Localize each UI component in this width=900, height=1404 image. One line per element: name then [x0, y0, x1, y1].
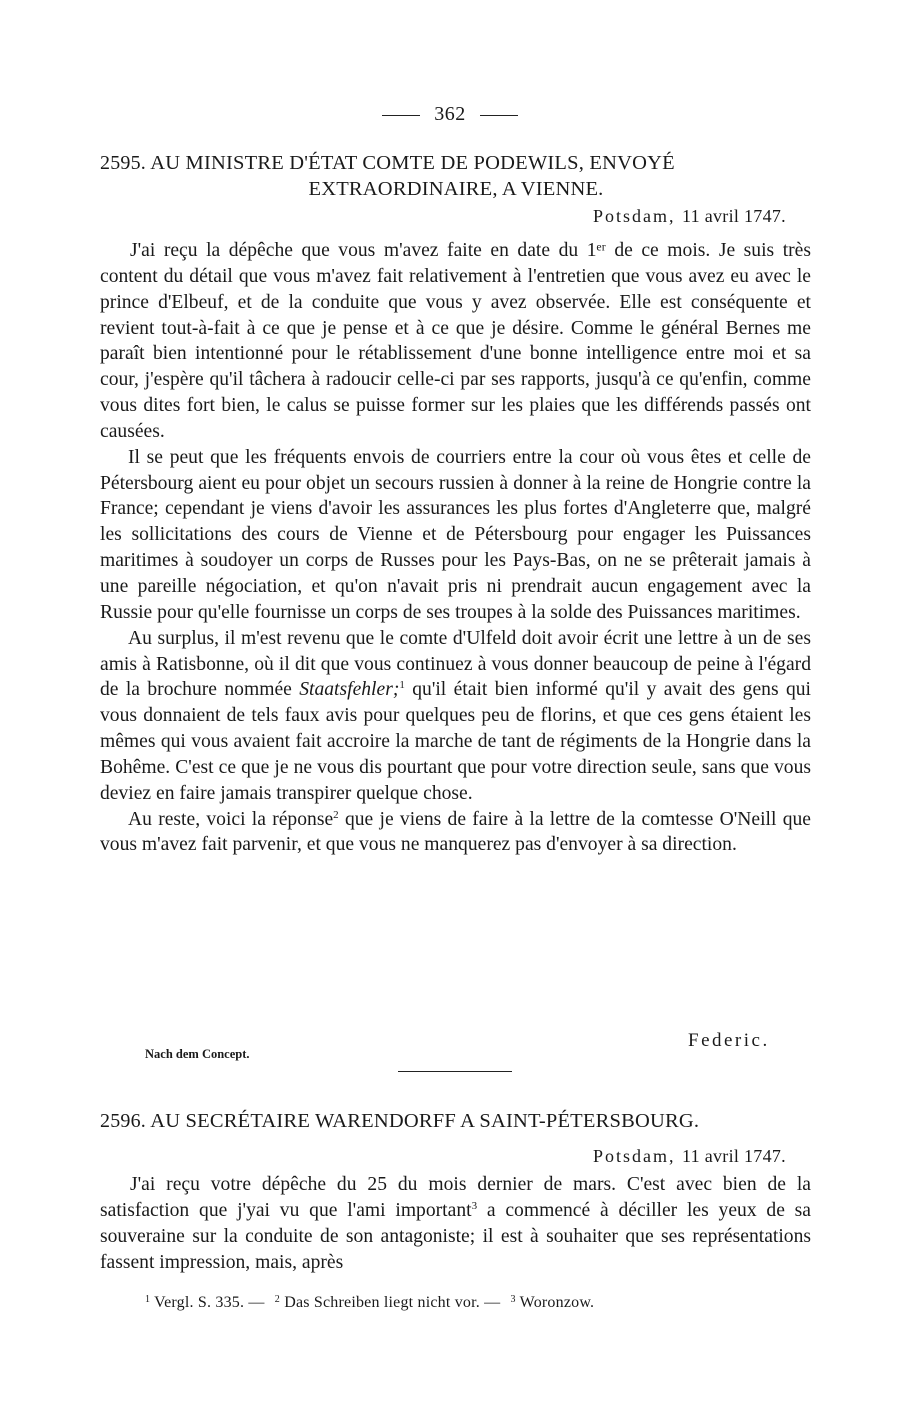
footnote-ref-2: 2: [333, 808, 339, 821]
footnote-1: $^1$ Vergl. S. 335. —: [145, 1294, 265, 1311]
brochure-title: Staatsfehler;: [299, 679, 400, 701]
source-note: Nach dem Concept.: [145, 1047, 250, 1061]
letter-number: 2596.: [100, 1110, 146, 1132]
page-number-dash-left: [382, 115, 420, 116]
paragraph: J'ai reçu la dépêche que vous m'avez faite en date du 1ᵉʳ de ce mois. Je suis très content du détail que vous m'avez fait relativement à l'entretien que vous avez eu avec le prince d'Elbeuf, et de la conduite que vous y avez observée. Elle est conséquente et revient tout-à-fait à ce que je pense et à ce que je désire. Comme le général Bernes me paraît bien intentionné pour le rétablissement d'une bonne intelligence entre moi et sa cour, j'espère qu'il tâchera à radoucir celle-ci par ses rapports, jusqu'à ce qu'enfin, comme vous dites fort bien, le calus se puisse former sur les plaies que les différends passés ont causées.: [100, 240, 811, 442]
paragraph: Au surplus, il m'est revenu que le comte d'Ulfeld doit avoir écrit une lettre à un de ses amis à Ratisbonne, où il dit que vous continuez à vous donner beaucoup de peine à l'égard de la brochure nommée Staatsfehler;$^1$ qu'il était bien informé qu'il y avait des gens qui vous donnaient de tels faux avis pour quelques peu de florins, et que ces gens étaient les mêmes qui vous avaient fait accroire la marche de tant de régiments de la Hongrie dans la Bohême. C'est ce que je ne vous dis pourtant que pour votre direction seule, sans que vous deviez en faire jamais transpirer quelque chose.: [100, 627, 811, 804]
paragraph: Au reste, voici la réponse$^2$ que je viens de faire à la lettre de la comtesse O'Neill que vous m'avez fait parvenir, et que vous ne manquerez pas d'envoyer à sa direction.: [100, 808, 811, 856]
page-number: 362: [0, 103, 900, 126]
footnote-3: $^3$ Woronzow.: [510, 1294, 595, 1311]
heading-line-2: EXTRAORDINAIRE, A VIENNE.: [308, 178, 604, 200]
letter-2596-heading: [100, 1108, 812, 1134]
letter-2595-heading: [100, 150, 812, 202]
page-number-dash-right: [480, 115, 518, 116]
letter-2596-dateline: Potsdam, 11 avril 1747.: [592, 1146, 786, 1166]
section-separator: [398, 1071, 512, 1072]
footnote-ref-3: 3: [471, 1199, 478, 1212]
letter-2595-body: [100, 238, 811, 858]
signature: Federic.: [688, 1030, 770, 1051]
letter-2595-dateline: Potsdam, 11 avril 1747.: [592, 206, 786, 226]
letter-2596-body: [100, 1172, 811, 1275]
letter-number: 2595.: [100, 152, 146, 174]
heading-line-1: AU MINISTRE D'ÉTAT COMTE DE PODEWILS, ENVOYÉ: [150, 152, 675, 174]
paragraph: J'ai reçu votre dépêche du 25 du mois dernier de mars. C'est avec bien de la satisfaction que j'yai vu que l'ami important$^3$ a commencé à déciller les yeux de sa souveraine sur la conduite de son antagoniste; il est à souhaiter que ses représentations fassent impression, mais, après: [100, 1174, 812, 1273]
heading-text: AU SECRÉTAIRE WARENDORFF A SAINT-PÉTERSBOURG.: [150, 1110, 700, 1132]
footnotes: [145, 1294, 845, 1312]
footnote-2: $^2$ Das Schreiben liegt nicht vor. —: [274, 1294, 501, 1311]
footnote-ref-1: 1: [399, 679, 405, 692]
paragraph: Il se peut que les fréquents envois de courriers entre la cour où vous êtes et celle de Pétersbourg aient eu pour objet un secours russien à donner à la reine de Hongrie contre la France; cependant je viens d'avoir les assurances les plus fortes d'Angleterre que, malgré les sollicitations des cours de Vienne et de Pétersbourg pour engager les Puissances maritimes à soudoyer un corps de Russes pour les Pays-Bas, on ne se prêterait jamais à une pareille négociation, et qu'on n'avait pris ni prendrait aucun engagement avec la Russie pour qu'elle fournisse un corps de ses troupes à la solde des Puissances maritimes.: [100, 446, 811, 623]
